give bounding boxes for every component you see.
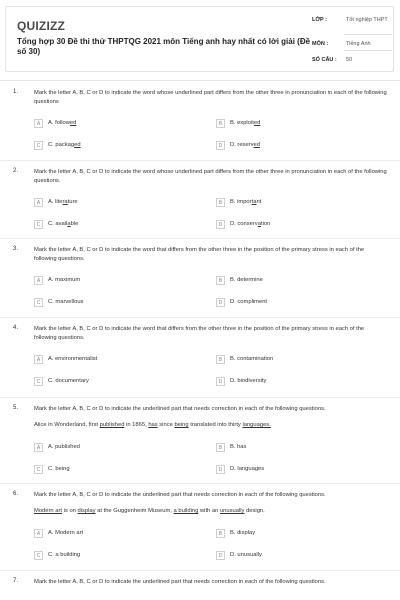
option-label: C. available xyxy=(48,221,79,227)
answer-option-c[interactable] xyxy=(34,220,184,230)
answer-option-c[interactable] xyxy=(34,141,184,151)
answer-option-b[interactable] xyxy=(216,119,366,129)
header-divider xyxy=(0,80,400,81)
option-label: A. environmentalist xyxy=(48,356,98,362)
question-divider xyxy=(0,397,400,398)
sentence-segment: since xyxy=(157,422,175,428)
sentence-segment: Alice in Wonderland, first xyxy=(34,422,100,428)
option-label: D. reserved xyxy=(230,142,260,148)
answer-option-d[interactable] xyxy=(216,377,366,387)
answer-option-c[interactable] xyxy=(34,298,184,308)
answer-option-a[interactable] xyxy=(34,529,184,539)
answer-option-a[interactable] xyxy=(34,443,184,453)
option-letter-box: D xyxy=(216,377,225,386)
question-prompt: Mark the letter A, B, C or D to indicate the underlined part that needs correction in each of the following questions. xyxy=(34,579,326,585)
answer-option-c[interactable] xyxy=(34,551,184,561)
option-label: B. important xyxy=(230,199,262,205)
option-letter-box: D xyxy=(216,551,225,560)
option-letter-box: D xyxy=(216,465,225,474)
option-letter-box: A xyxy=(34,529,43,538)
option-letter-box: C xyxy=(34,298,43,307)
answer-option-d[interactable] xyxy=(216,551,366,561)
question-prompt: Mark the letter A, B, C or D to indicate the word whose underlined part differs from the other three in pronunciation in each of the following questions. xyxy=(34,169,387,184)
option-letter-box: C xyxy=(34,465,43,474)
option-label: A. literature xyxy=(48,199,78,205)
option-letter-box: A xyxy=(34,119,43,128)
meta-count-key: SỐ CÂU : xyxy=(312,57,337,63)
quizizz-logo: QUIZIZZ xyxy=(17,19,66,33)
option-label: C. a building xyxy=(48,552,81,558)
question-number: 3. xyxy=(13,246,19,252)
meta-divider xyxy=(344,34,392,35)
question-number: 2. xyxy=(13,168,19,174)
sentence-segment: at the Guggenheim Museum, xyxy=(95,508,174,514)
option-letter-box: A xyxy=(34,355,43,364)
option-letter-box: B xyxy=(216,443,225,452)
option-label: B. contamination xyxy=(230,356,274,362)
answer-option-c[interactable] xyxy=(34,465,184,475)
option-label: D. languages xyxy=(230,466,265,472)
option-label: B. determine xyxy=(230,277,263,283)
underlined-segment: a building xyxy=(173,508,199,514)
answer-option-b[interactable] xyxy=(216,529,366,539)
option-label: C. packaged xyxy=(48,142,81,148)
option-letter-box: C xyxy=(34,220,43,229)
option-letter-box: A xyxy=(34,198,43,207)
question-divider xyxy=(0,238,400,239)
option-label: B. exploited xyxy=(230,120,261,126)
option-letter-box: C xyxy=(34,377,43,386)
option-letter-box: B xyxy=(216,529,225,538)
question-divider xyxy=(0,160,400,161)
answer-option-d[interactable] xyxy=(216,141,366,151)
meta-grade-key: LỚP : xyxy=(312,17,327,23)
question-divider xyxy=(0,570,400,571)
question-prompt: Mark the letter A, B, C or D to indicate the underlined part that needs correction in each of the following questions. xyxy=(34,406,326,412)
question-prompt: Mark the letter A, B, C or D to indicate the word that differs from the other three in the position of the primary stress in each of the following questions. xyxy=(34,247,365,262)
option-letter-box: A xyxy=(34,276,43,285)
option-label: A. Modern art xyxy=(48,530,84,536)
option-letter-box: B xyxy=(216,119,225,128)
option-letter-box: C xyxy=(34,551,43,560)
sentence-segment: with an xyxy=(198,508,220,514)
underlined-segment: published xyxy=(99,422,125,428)
option-letter-box: B xyxy=(216,276,225,285)
option-label: C. documentary xyxy=(48,378,89,384)
answer-option-b[interactable] xyxy=(216,443,366,453)
option-letter-box: C xyxy=(34,141,43,150)
underlined-segment: languages. xyxy=(242,422,271,428)
answer-option-d[interactable] xyxy=(216,298,366,308)
underlined-segment: display xyxy=(77,508,96,514)
option-letter-box: D xyxy=(216,298,225,307)
question-sentence xyxy=(34,422,388,428)
option-label: A. maximum xyxy=(48,277,81,283)
answer-option-a[interactable] xyxy=(34,276,184,286)
option-label: D. conservation xyxy=(230,221,271,227)
question-prompt: Mark the letter A, B, C or D to indicate the word that differs from the other three in the position of the primary stress in each of the following questions. xyxy=(34,326,365,341)
option-label: C. marvellous xyxy=(48,299,84,305)
answer-option-d[interactable] xyxy=(216,220,366,230)
meta-grade-value: Tốt nghiệp THPT xyxy=(346,17,388,23)
sentence-segment: design. xyxy=(244,508,265,514)
option-letter-box: A xyxy=(34,443,43,452)
option-label: C. being xyxy=(48,466,70,472)
underlined-segment: has xyxy=(148,422,158,428)
meta-subject-value: Tiếng Anh xyxy=(346,41,371,47)
answer-option-a[interactable] xyxy=(34,355,184,365)
sentence-segment: is on xyxy=(62,508,78,514)
question-number: 6. xyxy=(13,491,19,497)
option-label: D. biodiversity xyxy=(230,378,267,384)
sentence-segment: in 1865, xyxy=(124,422,149,428)
question-sentence xyxy=(34,508,388,514)
answer-option-c[interactable] xyxy=(34,377,184,387)
worksheet-title: Tổng hợp 30 Đề thi thử THPTQG 2021 môn Tiếng anh hay nhất có lời giải (Đề số 30) xyxy=(17,37,311,56)
question-number: 4. xyxy=(13,325,19,331)
underlined-segment: unusually xyxy=(219,508,245,514)
question-prompt: Mark the letter A, B, C or D to indicate the word whose underlined part differs from the other three in pronunciation in each of the following questions xyxy=(34,90,387,105)
meta-count-value: 50 xyxy=(346,57,353,63)
question-prompt: Mark the letter A, B, C or D to indicate the underlined part that needs correction in each of the following questions. xyxy=(34,492,326,498)
answer-option-b[interactable] xyxy=(216,198,366,208)
question-number: 1. xyxy=(13,89,19,95)
underlined-segment: being xyxy=(174,422,189,428)
sentence-segment: translated into thirty xyxy=(188,422,243,428)
meta-divider xyxy=(344,50,392,51)
answer-option-a[interactable] xyxy=(34,119,184,129)
question-divider xyxy=(0,483,400,484)
worksheet-header xyxy=(5,6,394,72)
option-label: A. followed xyxy=(48,120,77,126)
option-label: A. published xyxy=(48,444,80,450)
meta-subject-key: MÔN : xyxy=(312,41,329,47)
question-divider xyxy=(0,317,400,318)
question-number: 7. xyxy=(13,578,19,584)
question-number: 5. xyxy=(13,405,19,411)
option-letter-box: B xyxy=(216,355,225,364)
underlined-segment: Modern art xyxy=(34,508,63,514)
answer-option-d[interactable] xyxy=(216,465,366,475)
option-letter-box: D xyxy=(216,220,225,229)
answer-option-b[interactable] xyxy=(216,355,366,365)
option-letter-box: B xyxy=(216,198,225,207)
answer-option-a[interactable] xyxy=(34,198,184,208)
option-label: B. display xyxy=(230,530,256,536)
option-letter-box: D xyxy=(216,141,225,150)
option-label: D. compliment xyxy=(230,299,268,305)
option-label: D. unusually xyxy=(230,552,262,558)
option-label: B. has xyxy=(230,444,247,450)
answer-option-b[interactable] xyxy=(216,276,366,286)
